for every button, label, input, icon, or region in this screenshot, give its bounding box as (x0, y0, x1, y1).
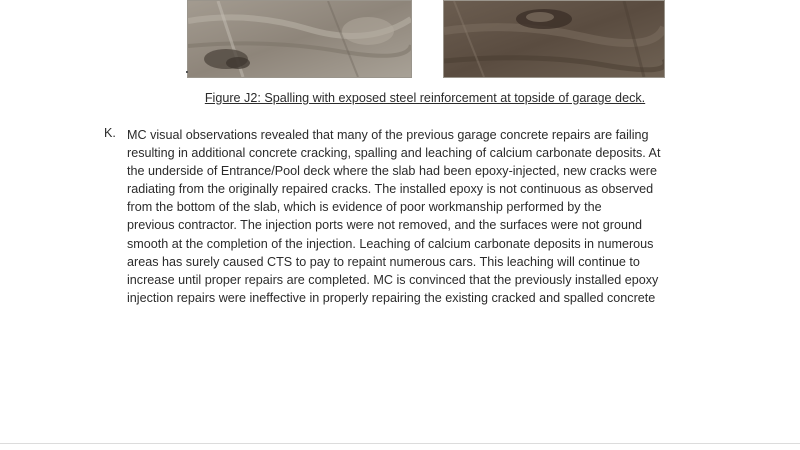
figure-photo-left (187, 0, 412, 78)
exposed-reinforcement-image (444, 1, 664, 77)
paragraph-line: areas has surely caused CTS to pay to repaint numerous cars. This leaching will continue to (127, 254, 640, 269)
observation-paragraph (127, 126, 737, 307)
image-anchor-mark (186, 71, 188, 73)
paragraph-line: increase until proper repairs are completed. MC is convinced that the previously installed epoxy (127, 272, 659, 287)
paragraph-line: from the bottom of the slab, which is evidence of poor workmanship performed by the (127, 200, 602, 215)
page-divider (0, 443, 800, 444)
figure-photo-right (443, 0, 665, 78)
spalled-concrete-image (188, 1, 411, 77)
paragraph-line: the underside of Entrance/Pool deck where the slab had been epoxy-injected, new cracks were (127, 164, 657, 179)
paragraph-line: MC visual observations revealed that many of the previous garage concrete repairs are failing (127, 128, 649, 142)
paragraph-marker: K. (104, 126, 116, 140)
paragraph-line: previous contractor. The injection ports were not removed, and the surfaces were not ground (127, 218, 642, 233)
paragraph-line: radiating from the originally repaired cracks. The installed epoxy is not continuous as observed (127, 182, 654, 197)
paragraph-line: resulting in additional concrete cracking, spalling and leaching of calcium carbonate deposits. At (127, 146, 661, 161)
paragraph-line: injection repairs were ineffective in properly repairing the existing cracked and spalled concrete (127, 290, 656, 305)
figure-caption: Figure J2: Spalling with exposed steel reinforcement at topside of garage deck. (204, 91, 646, 105)
paragraph-line: smooth at the completion of the injection. Leaching of calcium carbonate deposits in numerous (127, 236, 654, 251)
